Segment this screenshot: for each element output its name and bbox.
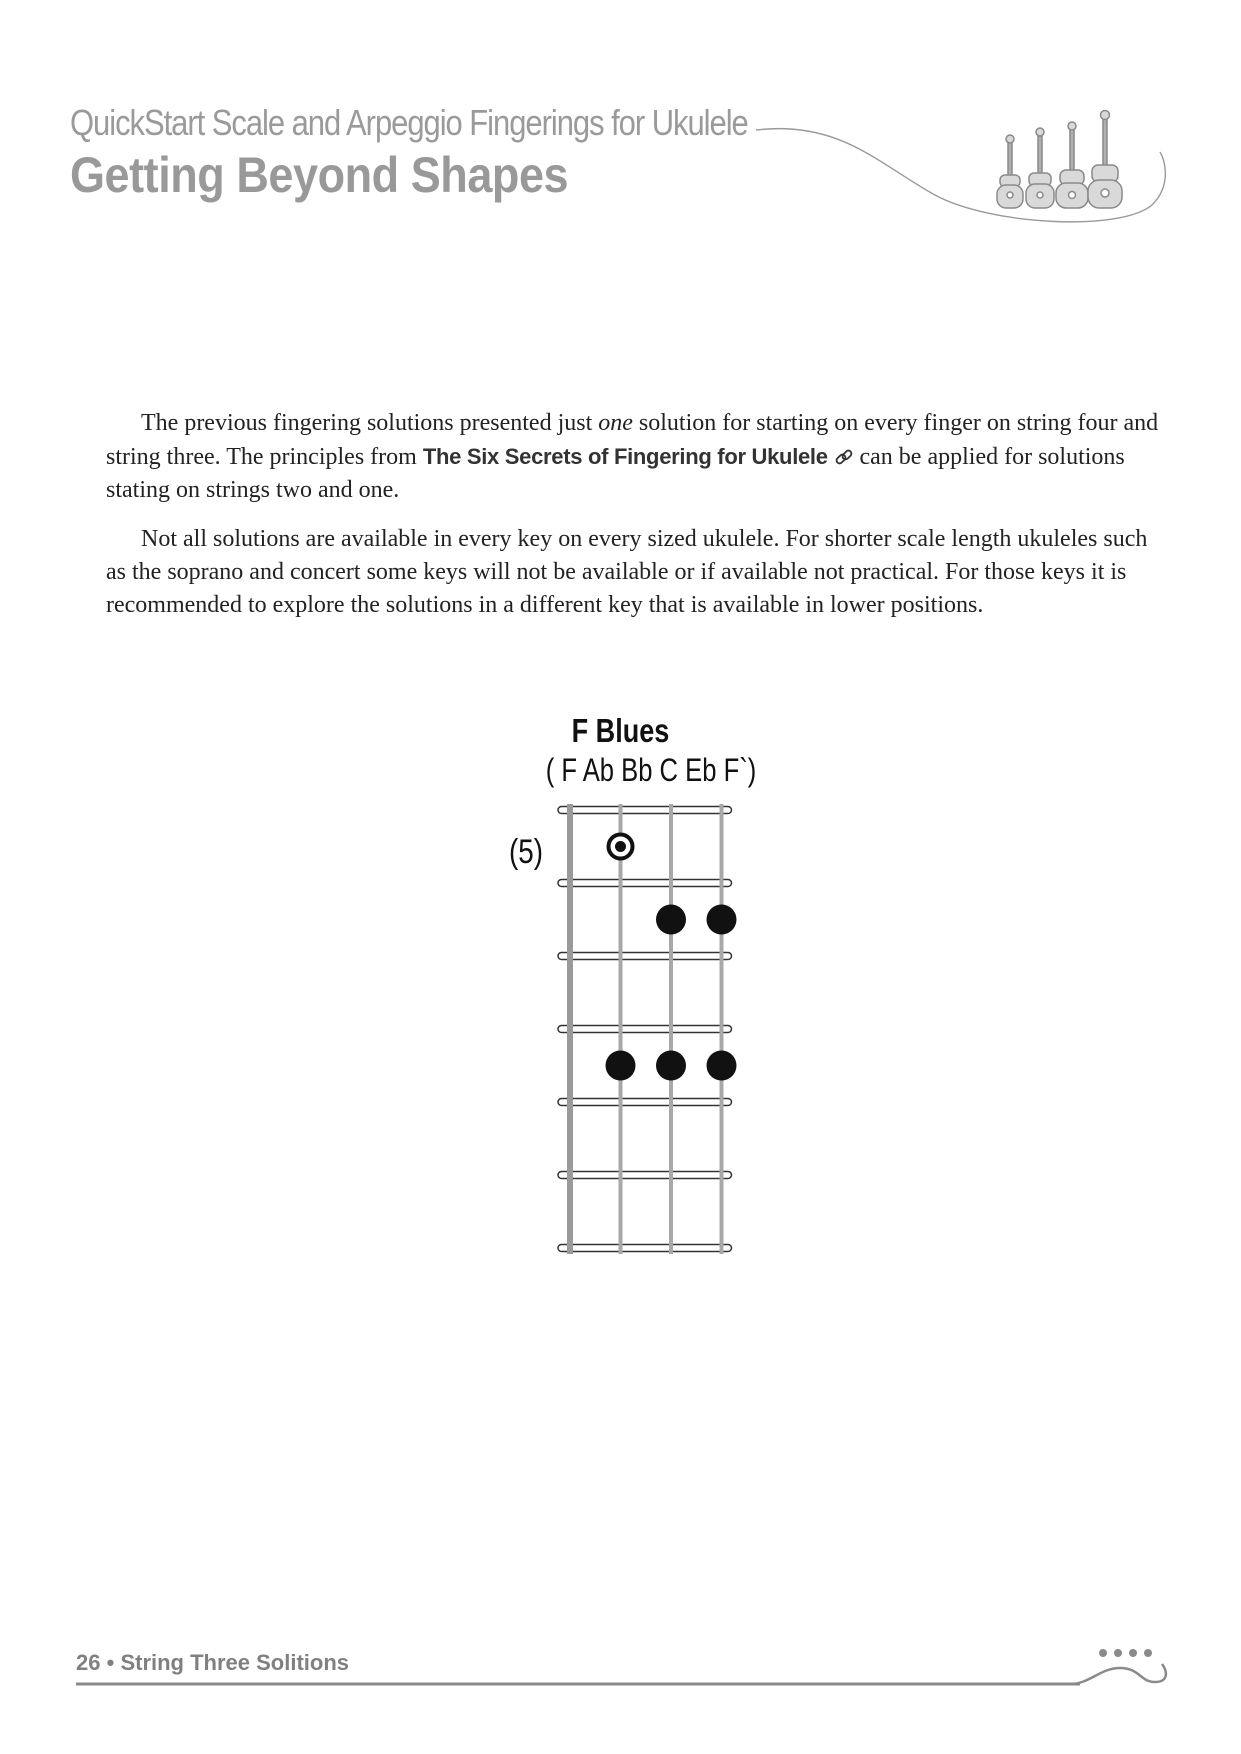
fret-line xyxy=(558,953,732,960)
page-number: 26 xyxy=(76,1650,101,1675)
note-marker xyxy=(656,905,686,935)
six-secrets-link[interactable]: The Six Secrets of Fingering for Ukulele xyxy=(423,444,854,469)
paragraph-2: Not all solutions are available in every key on every sized ukulele. For shorter scale length ukuleles such as the soprano and concert some keys will not be available or if available not practical. For those keys it is recommended to explore the solutions in a different key that is available in lower positions. xyxy=(106,526,1148,618)
chart-subtitle: ( F Ab Bb C Eb F`) xyxy=(545,752,757,788)
book-subtitle: QuickStart Scale and Arpeggio Fingerings for Ukulele xyxy=(70,102,748,143)
chart-title: F Blues xyxy=(571,712,670,749)
fret-line xyxy=(558,1172,732,1179)
header-decoration xyxy=(0,0,1241,260)
fret-line xyxy=(558,1099,732,1106)
section-name: String Three Solitions xyxy=(120,1650,350,1675)
fret-line xyxy=(558,880,732,887)
ukuleles-icon xyxy=(997,111,1122,209)
note-marker xyxy=(707,1051,737,1081)
note-marker xyxy=(707,905,737,935)
note-marker xyxy=(606,1051,636,1081)
paragraph-1: The previous fingering solutions presented just one solution for starting on every finger on string four and string three. The principles from The Six Secrets of Fingering for Ukulele can be applied for solutions stating on strings two and one. xyxy=(106,410,1159,503)
note-marker xyxy=(656,1051,686,1081)
page-title: Getting Beyond Shapes xyxy=(70,147,569,203)
chain-link-icon xyxy=(834,447,854,467)
position-label: (5) xyxy=(509,833,544,871)
footer-label: 26 • String Three Solitions xyxy=(76,1650,350,1675)
body-text xyxy=(106,407,1166,638)
fret-line xyxy=(558,1245,732,1252)
fret-line xyxy=(558,1026,732,1033)
root-note-marker xyxy=(609,835,633,859)
fret-line xyxy=(558,807,732,814)
